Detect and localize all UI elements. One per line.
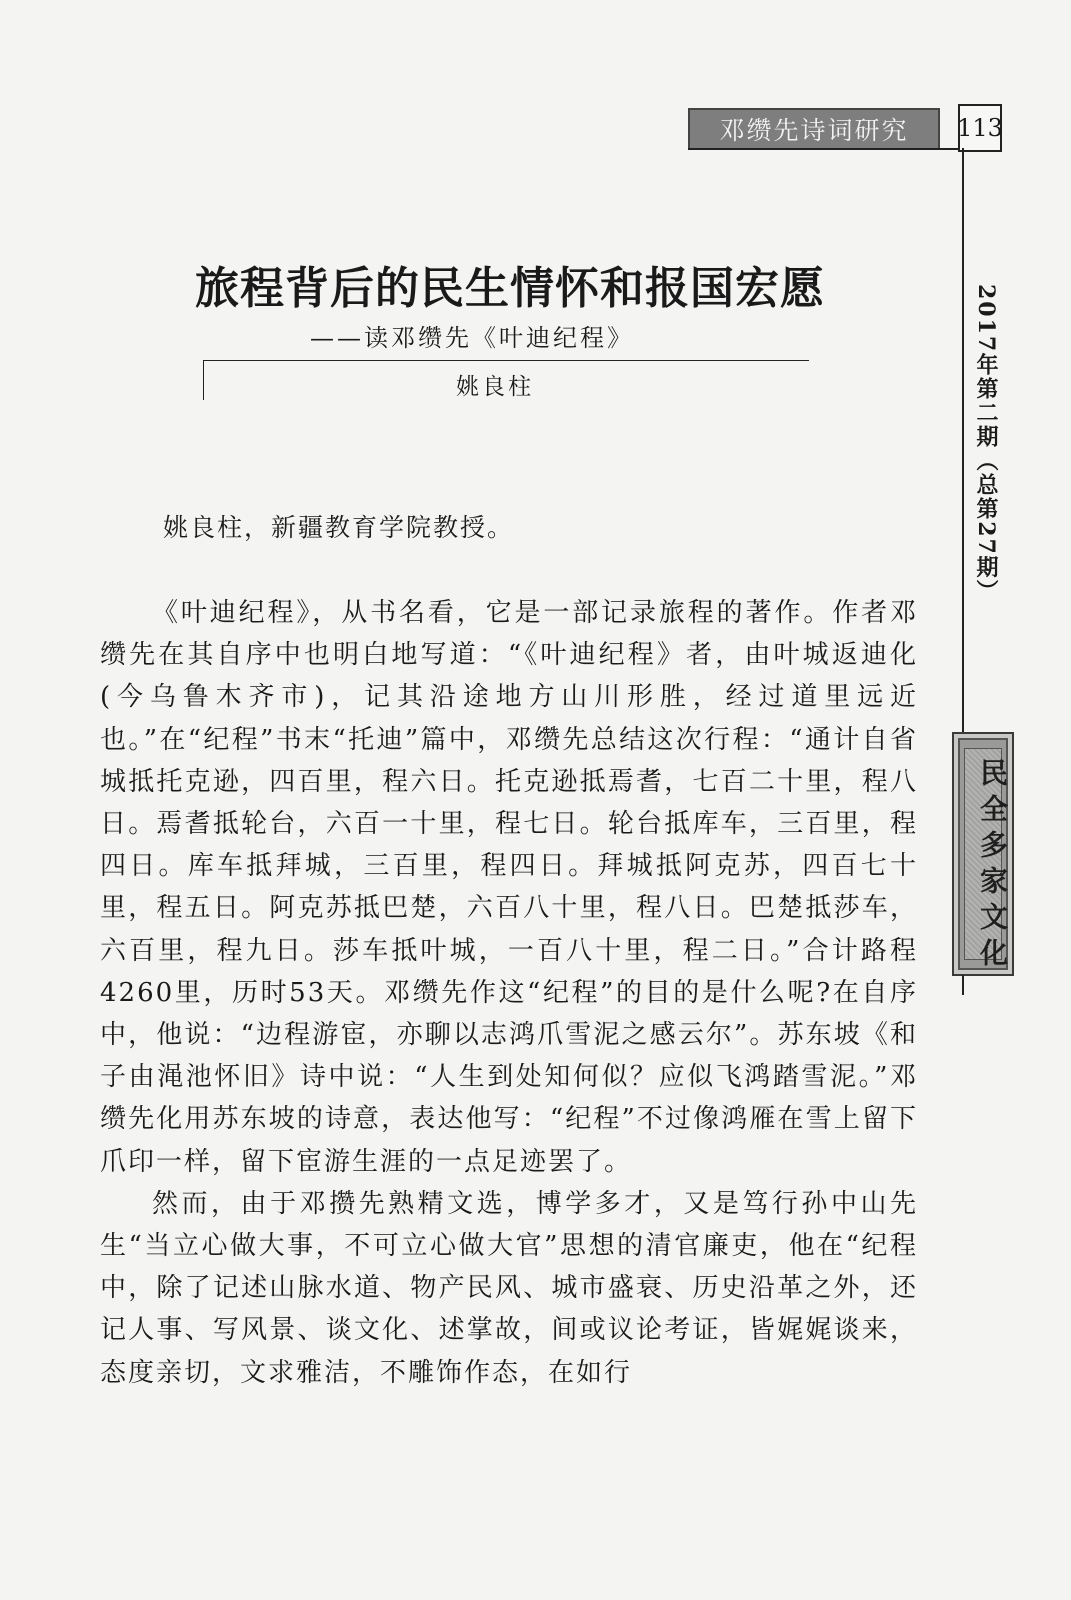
article-author: 姚良柱 — [456, 374, 534, 400]
body-paragraph: 《叶迪纪程》，从书名看，它是一部记录旅程的著作。作者邓缵先在其自序中也明白地写道：“《叶迪纪程》者，由叶城返迪化(今乌鲁木齐市)，记其沿途地方山川形胜，经过道里远近也。”在“纪程”书末“托迪”篇中，邓缵先总结这次行程：“通计自省城抵托克逊，四百里，程六日。托克逊抵焉耆，七百二十里，程八日。焉耆抵轮台，六百一十里，程七日。轮台抵库车，三百里，程四日。库车抵拜城，三百里，程四日。拜城抵阿克苏，四百七十里，程五日。阿克苏抵巴楚，六百八十里，程八日。巴楚抵莎车，六百里，程九日。莎车抵叶城，一百八十里，程二日。”合计路程4260里，历时53天。邓缵先作这“纪程”的目的是什么呢?在自序中，他说：“边程游宦，亦聊以志鸿爪雪泥之感云尔”。苏东坡《和子由渑池怀旧》诗中说：“人生到处知何似？应似飞鸿踏雪泥。”邓缵先化用苏东坡的诗意，表达他写：“纪程”不过像鸿雁在雪上留下爪印一样，留下宦游生涯的一点足迹罢了。 — [100, 598, 918, 1177]
page-number: 113 — [958, 104, 1002, 152]
article-title: 旅程背后的民生情怀和报国宏愿 — [195, 263, 825, 314]
calligraphy-seal — [952, 732, 1014, 976]
article-body — [100, 592, 918, 1394]
author-rule-tick — [203, 360, 204, 400]
seal-text: 民全多家文化 — [976, 758, 1009, 974]
side-rule-lower — [962, 975, 964, 995]
section-label: 邓缵先诗词研究 — [688, 108, 940, 150]
issue-label: 2017年第二期（总第27期） — [973, 284, 999, 604]
article-subtitle: ——读邓缵先《叶迪纪程》 — [310, 324, 634, 352]
body-paragraph: 然而，由于邓攒先熟精文选，博学多才，又是笃行孙中山先生“当立心做大事，不可立心做大官”思想的清官廉吏，他在“纪程中，除了记述山脉水道、物产民风、城市盛衰、历史沿革之外，还记人事、写风景、谈文化、述掌故，间或议论考证，皆娓娓谈来，态度亲切，文求雅洁，不雕饰作态，在如行 — [100, 1188, 918, 1388]
author-bio: 姚良柱，新疆教育学院教授。 — [163, 513, 515, 542]
header-rule — [688, 148, 958, 150]
author-rule — [203, 360, 809, 361]
side-rule — [962, 148, 964, 732]
